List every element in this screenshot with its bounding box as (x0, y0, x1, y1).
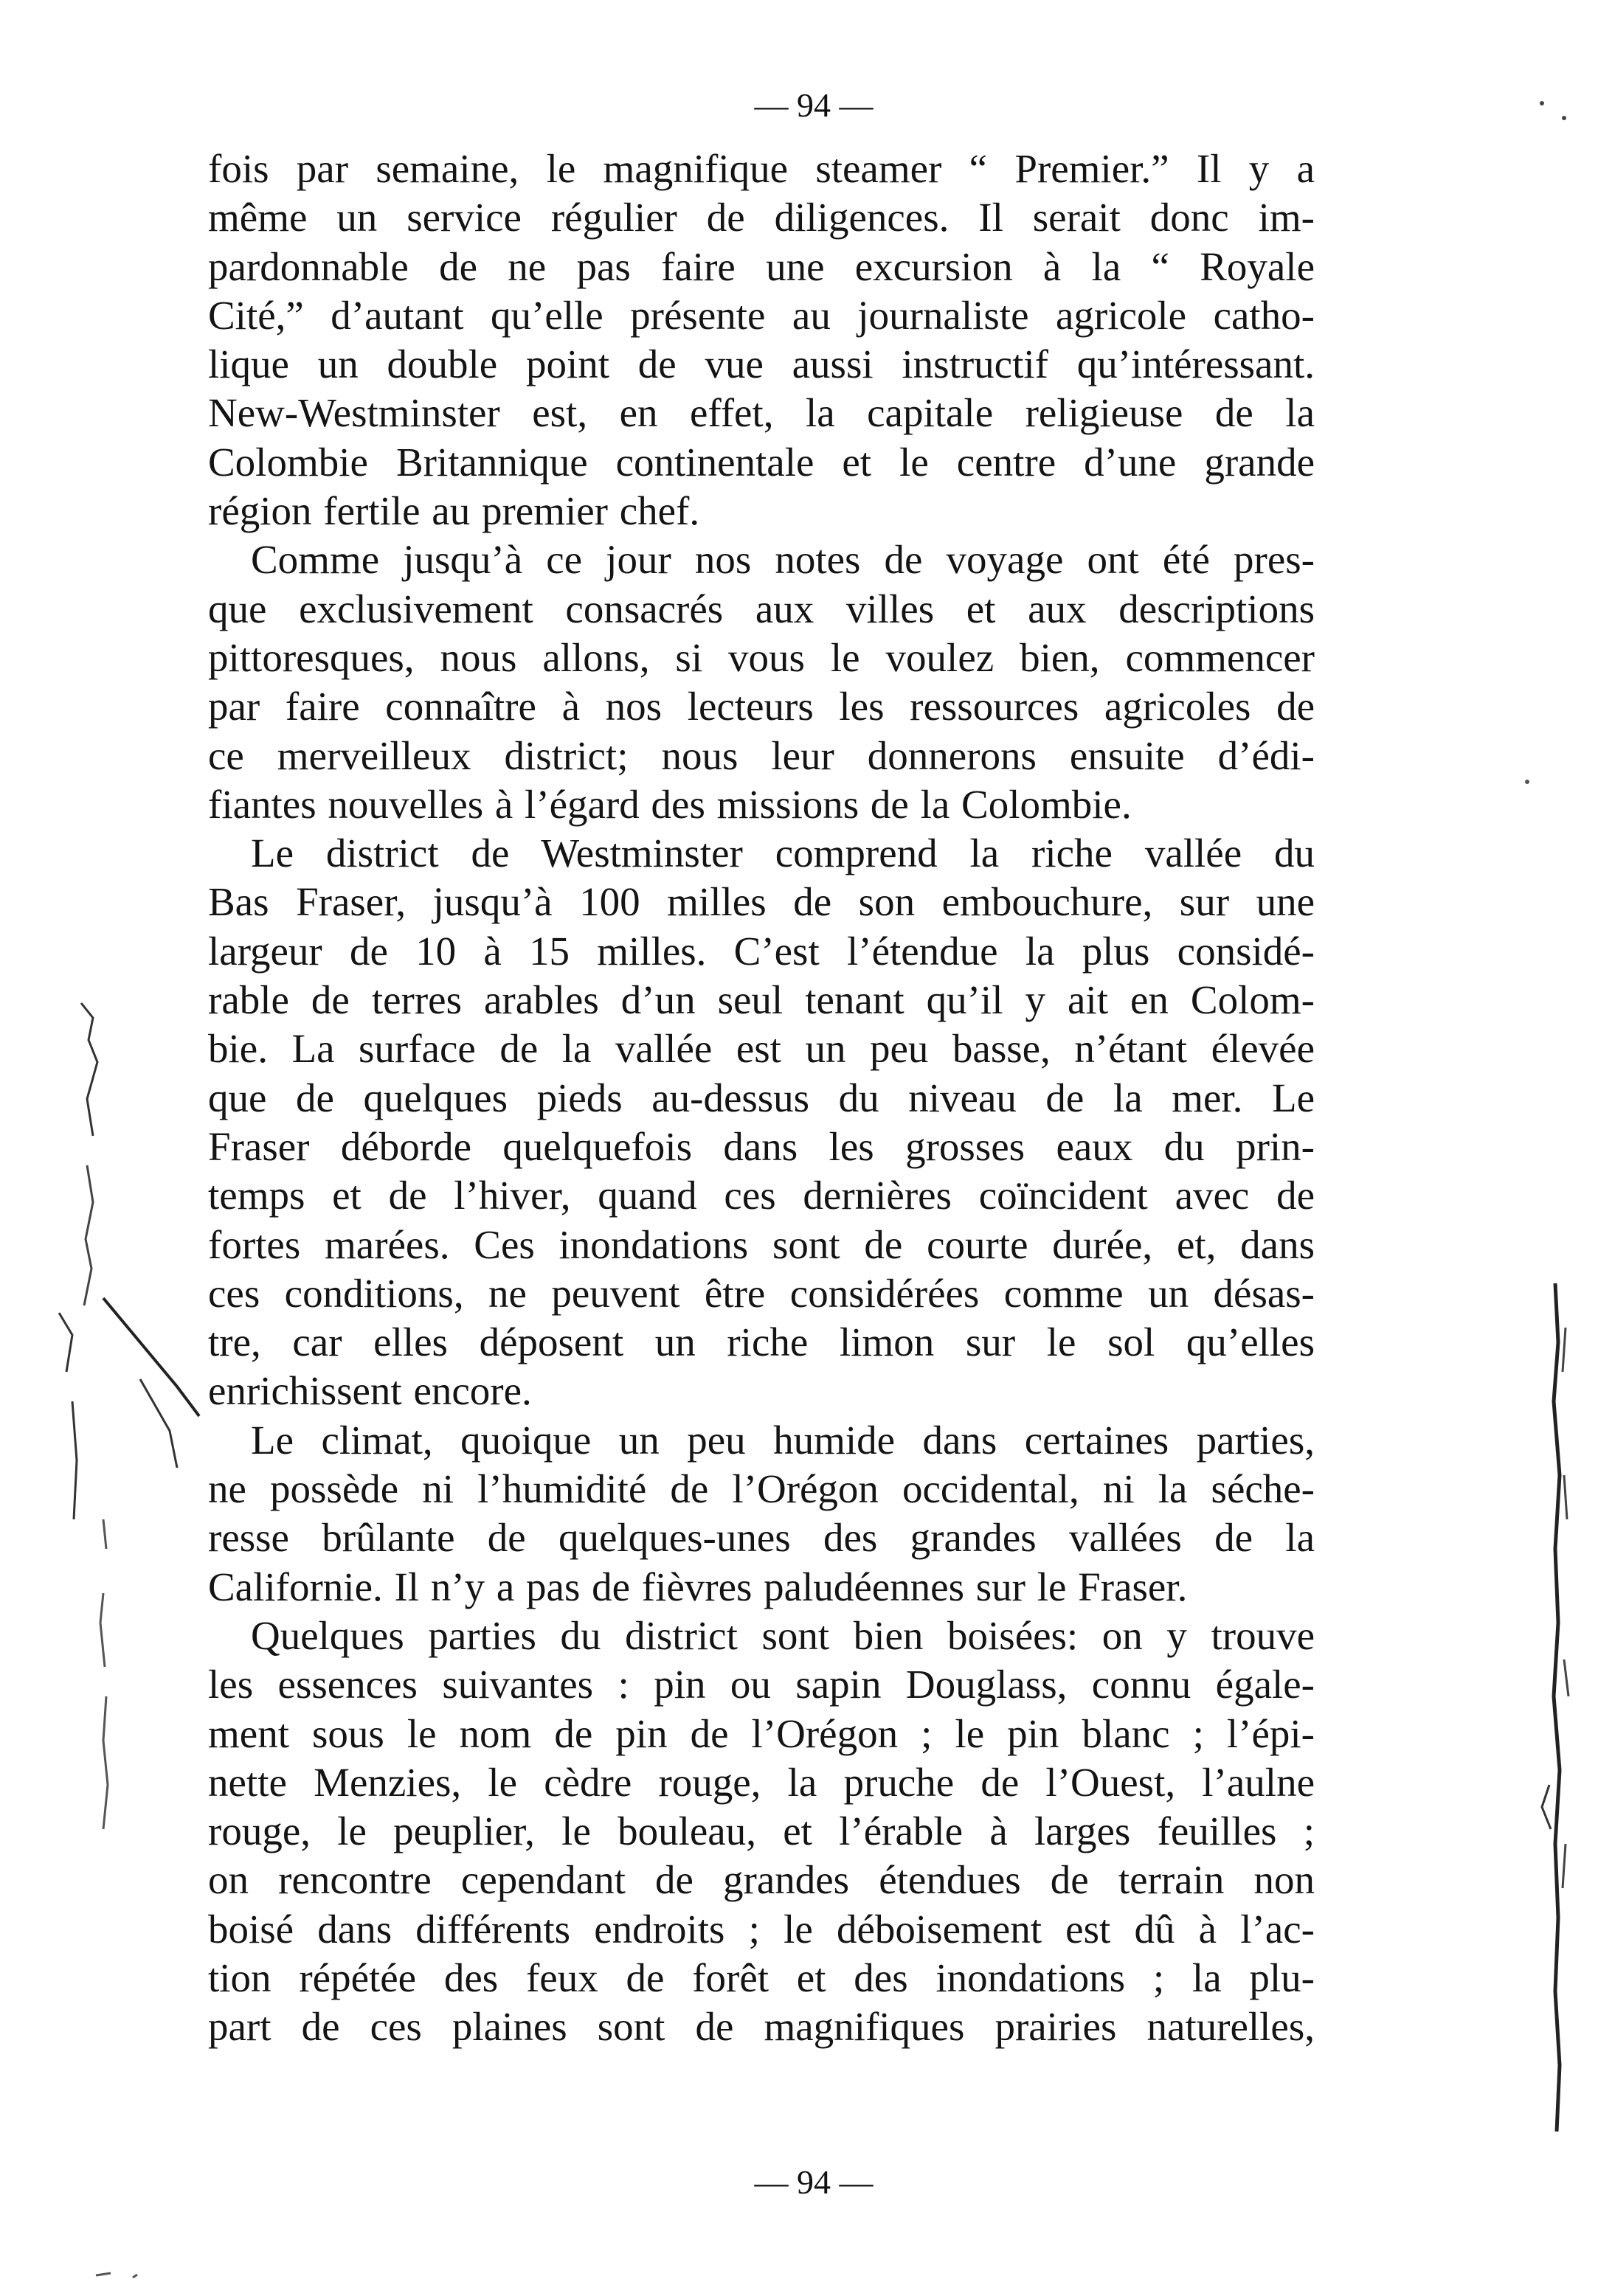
text-line: enrichissent encore. (208, 1368, 532, 1414)
left-margin-marks (30, 959, 207, 1844)
text-line: Le climat, quoique un peu humide dans certaines parties, (251, 1417, 1315, 1463)
text-line: rouge, le peuplier, le bouleau, et l’érable à larges feuilles ; (208, 1808, 1315, 1854)
text-line: part de ces plaines sont de magnifiques prairies naturelles, (208, 2004, 1315, 2050)
text-line: même un service régulier de diligences. Il serait donc im- (208, 195, 1315, 240)
text-line: Comme jusqu’à ce jour nos notes de voyage ont été pres- (251, 537, 1315, 583)
page-number-bottom: — 94 — (754, 2163, 874, 2201)
text-line: les essences suivantes : pin ou sapin Douglass, connu égale- (208, 1662, 1315, 1707)
body-text (208, 145, 1315, 2052)
right-margin-marks (1520, 74, 1594, 2213)
paragraph-4 (208, 1416, 1315, 1612)
text-line: Bas Fraser, jusqu’à 100 milles de son embouchure, sur une (208, 879, 1315, 925)
text-line: que de quelques pieds au-dessus du niveau de la mer. Le (208, 1075, 1315, 1120)
paragraph-5 (208, 1612, 1315, 2052)
text-line: rable de terres arables d’un seul tenant qu’il y ait en Colom- (208, 977, 1315, 1023)
text-line: région fertile au premier chef. (208, 488, 700, 534)
text-line: resse brûlante de quelques-unes des grandes vallées de la (208, 1515, 1315, 1561)
text-line: Le district de Westminster comprend la riche vallée du (251, 830, 1315, 876)
text-line: tion répétée des feux de forêt et des inondations ; la plu- (208, 1955, 1315, 2000)
text-line: ce merveilleux district; nous leur donnerons ensuite d’édi- (208, 732, 1315, 778)
paragraph-2 (208, 535, 1315, 829)
text-line: par faire connaître à nos lecteurs les ressources agricoles de (208, 684, 1315, 729)
text-line: Cité,” d’autant qu’elle présente au journaliste agricole catho- (208, 292, 1315, 338)
text-line: boisé dans différents endroits ; le déboisement est dû à l’ac- (208, 1906, 1315, 1952)
text-line: tre, car elles déposent un riche limon sur le sol qu’elles (208, 1319, 1315, 1365)
text-line: Californie. Il n’y a pas de fièvres paludéennes sur le Fraser. (208, 1564, 1188, 1609)
paragraph-1 (208, 145, 1315, 535)
text-line: nette Menzies, le cèdre rouge, la pruche de l’Ouest, l’aulne (208, 1759, 1315, 1805)
text-line: Quelques parties du district sont bien boisées: on y trouve (251, 1612, 1315, 1658)
paragraph-3 (208, 829, 1315, 1416)
text-line: pittoresques, nous allons, si vous le voulez bien, commencer (208, 634, 1315, 680)
text-line: largeur de 10 à 15 milles. C’est l’étendue la plus considé- (208, 928, 1315, 974)
text-line: New-Westminster est, en effet, la capitale religieuse de la (208, 390, 1315, 436)
text-line: fois par semaine, le magnifique steamer “ Premier.” Il y a (208, 146, 1315, 191)
text-line: Colombie Britannique continentale et le centre d’une grande (208, 439, 1315, 485)
text-line: fiantes nouvelles à l’égard des missions de la Colombie. (208, 781, 1132, 827)
text-line: fortes marées. Ces inondations sont de courte durée, et, dans (208, 1221, 1315, 1267)
text-line: lique un double point de vue aussi instructif qu’intéressant. (208, 341, 1315, 387)
bottom-left-mark (89, 2264, 177, 2286)
text-line: ces conditions, ne peuvent être considérées comme un désas- (208, 1270, 1315, 1316)
text-line: pardonnable de ne pas faire une excursion à la “ Royale (208, 243, 1315, 289)
text-line: ne possède ni l’humidité de l’Orégon occidental, ni la séche- (208, 1466, 1315, 1512)
text-line: bie. La surface de la vallée est un peu basse, n’étant élevée (208, 1026, 1315, 1072)
text-line: Fraser déborde quelquefois dans les grosses eaux du prin- (208, 1123, 1315, 1169)
text-line: on rencontre cependant de grandes étendues de terrain non (208, 1857, 1315, 1903)
text-line: que exclusivement consacrés aux villes et aux descriptions (208, 586, 1315, 631)
text-line: ment sous le nom de pin de l’Orégon ; le pin blanc ; l’épi- (208, 1710, 1315, 1756)
page-number-top: — 94 — (754, 86, 874, 124)
text-line: temps et de l’hiver, quand ces dernières coïncident avec de (208, 1173, 1315, 1218)
